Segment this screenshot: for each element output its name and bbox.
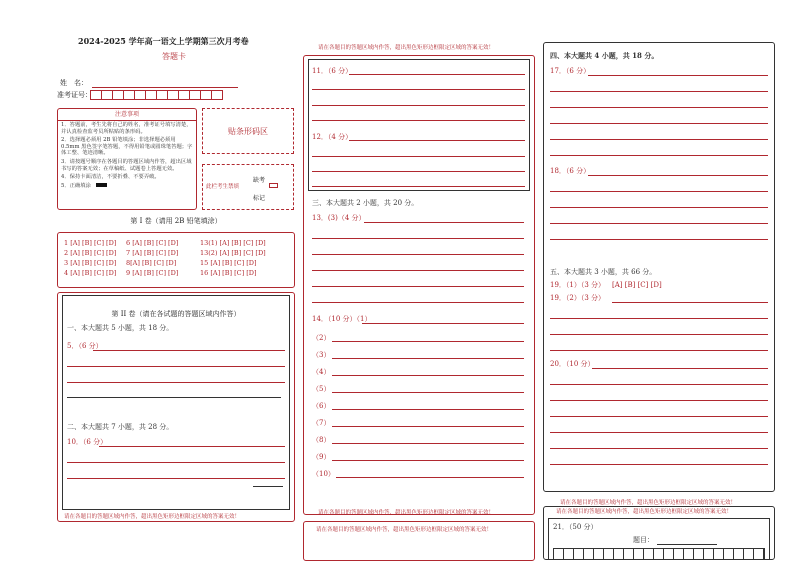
- answer-line[interactable]: [312, 302, 524, 303]
- choice-row[interactable]: 8[A] [B] [C] [D]: [126, 259, 177, 267]
- question-12-label: 12．（4 分）: [312, 133, 353, 141]
- answer-line[interactable]: [312, 89, 525, 90]
- middle-inner-box: [308, 59, 530, 191]
- choice-row[interactable]: 6 [A] [B] [C] [D]: [126, 239, 179, 247]
- answer-line[interactable]: [67, 478, 285, 479]
- answer-line[interactable]: [550, 384, 768, 385]
- answer-line[interactable]: [550, 464, 768, 465]
- question-14-sub-label: （4）: [312, 368, 331, 376]
- essay-inner-box: [548, 518, 770, 560]
- boundary-warning: 请在各题目的答题区域内作答，超出黑色矩形边框限定区域的答案无效！: [556, 509, 733, 515]
- part2-title: 第 II 卷（请在各试题的答题区域内作答）: [111, 310, 241, 318]
- section-2-heading: 二、本大题共 7 小题，共 28 分。: [67, 423, 174, 431]
- notice-item: 3．请按题号顺序在各题目的答题区域内作答，超出区域书写的答案无效；在草稿纸、试题卷上答题无效。: [61, 158, 192, 172]
- notice-item: 4．保持卡面清洁，不要折叠、不要弄破。: [61, 174, 160, 181]
- answer-line[interactable]: [67, 366, 285, 367]
- answer-line[interactable]: [332, 341, 524, 342]
- answer-line[interactable]: [312, 171, 525, 172]
- part1-choice-box: [57, 232, 295, 288]
- question-14-sub-label: （6）: [312, 402, 331, 410]
- answer-line[interactable]: [612, 302, 768, 303]
- answer-line[interactable]: [332, 392, 524, 393]
- answer-line[interactable]: [332, 358, 524, 359]
- answer-line[interactable]: [550, 416, 768, 417]
- question-14-sub-label: （5）: [312, 385, 331, 393]
- choice-row[interactable]: 7 [A] [B] [C] [D]: [126, 249, 179, 257]
- essay-topic-label: 题目：: [633, 536, 654, 544]
- answer-line[interactable]: [336, 477, 524, 478]
- answer-line[interactable]: [588, 175, 768, 176]
- choice-row[interactable]: 16 [A] [B] [C] [D]: [200, 269, 257, 277]
- question-19-2-label: 19．（2）（3 分）: [550, 294, 606, 302]
- choice-row[interactable]: 9 [A] [B] [C] [D]: [126, 269, 179, 277]
- boundary-warning: 请在各题目的答题区域内作答，超出黑色矩形边框限定区域的答案无效！: [560, 500, 737, 506]
- question-19-1-options[interactable]: [A] [B] [C] [D]: [612, 281, 662, 289]
- answer-line[interactable]: [93, 350, 285, 351]
- absent-box: [202, 164, 294, 210]
- answer-line[interactable]: [550, 207, 768, 208]
- choice-row[interactable]: 2 [A] [B] [C] [D]: [64, 249, 117, 257]
- essay-box: [543, 506, 775, 560]
- answer-line[interactable]: [592, 368, 768, 369]
- boundary-warning: 请在各题目的答题区域内作答，超出黑色矩形边框限定区域的答案无效！: [318, 45, 495, 51]
- answer-line[interactable]: [550, 155, 768, 156]
- choice-row[interactable]: 15 [A] [B] [C] [D]: [200, 259, 257, 267]
- question-17-label: 17．（6 分）: [550, 67, 591, 75]
- name-field[interactable]: [92, 87, 238, 88]
- question-19-1-label: 19．（1）（3 分）: [550, 281, 606, 289]
- choice-row[interactable]: 4 [A] [B] [C] [D]: [64, 269, 117, 277]
- question-13-label: 13．(3)（4 分）: [312, 214, 366, 222]
- answer-line[interactable]: [312, 105, 525, 106]
- question-20-label: 20．（10 分）: [550, 360, 595, 368]
- notice-title: 注意事项: [114, 111, 139, 118]
- answer-line[interactable]: [312, 186, 525, 187]
- essay-grid[interactable]: [553, 548, 765, 560]
- answer-line[interactable]: [362, 323, 524, 324]
- answer-line[interactable]: [550, 432, 768, 433]
- question-21-label: 21．（50 分）: [553, 523, 598, 531]
- choice-row[interactable]: 13(1) [A] [B] [C] [D]: [200, 239, 266, 247]
- answer-line[interactable]: [312, 238, 524, 239]
- answer-line[interactable]: [550, 91, 768, 92]
- question-14-sub-label: （8）: [312, 436, 331, 444]
- boundary-warning: 请在各题目的答题区域内作答，超出黑色矩形边框限定区域的答案无效！: [318, 510, 495, 516]
- answer-line[interactable]: [332, 375, 524, 376]
- answer-line[interactable]: [550, 191, 768, 192]
- answer-line[interactable]: [550, 139, 768, 140]
- answer-line[interactable]: [67, 397, 281, 398]
- choice-row[interactable]: 13(2) [A] [B] [C] [D]: [200, 249, 266, 257]
- section-1-heading: 一、本大题共 5 小题，共 18 分。: [67, 324, 174, 332]
- answer-line[interactable]: [550, 334, 768, 335]
- absent-note: 此栏考生禁填: [206, 184, 240, 190]
- notice-box: [57, 108, 197, 210]
- question-14-sub-label: （7）: [312, 419, 331, 427]
- question-14-sub-label: （2）: [312, 334, 331, 342]
- part1-title: 第 I 卷（请用 2B 铅笔填涂）: [130, 217, 222, 225]
- choice-row[interactable]: 1 [A] [B] [C] [D]: [64, 239, 117, 247]
- notice-item: 5．正确填涂: [61, 182, 91, 189]
- question-14-label: 14．（10 分）（1）: [312, 315, 372, 323]
- answer-line[interactable]: [550, 318, 768, 319]
- question-11-label: 11．（6 分）: [312, 67, 353, 75]
- answer-line[interactable]: [550, 123, 768, 124]
- answer-line[interactable]: [67, 462, 285, 463]
- barcode-label: 贴条形码区: [228, 127, 268, 136]
- answer-line[interactable]: [332, 443, 524, 444]
- section-4-heading: 四、本大题共 4 小题，共 18 分。: [550, 51, 659, 60]
- notice-item: 1．答题前，考生先将自己的姓名，准考证号填写清楚，并认真检查监考员所粘贴的条形码。: [61, 122, 192, 135]
- choice-row[interactable]: 3 [A] [B] [C] [D]: [64, 259, 117, 267]
- answer-card-subtitle: 答题卡: [162, 52, 186, 61]
- answer-line[interactable]: [99, 446, 285, 447]
- middle-answer-box: [303, 55, 535, 515]
- answer-line[interactable]: [312, 156, 525, 157]
- absent-checkbox[interactable]: [269, 183, 278, 188]
- part2-inner-box: [62, 295, 290, 510]
- question-14-sub-label: （3）: [312, 351, 331, 359]
- answer-line[interactable]: [312, 254, 524, 255]
- answer-line[interactable]: [364, 222, 524, 223]
- absent-mark-label: 缺考: [253, 177, 266, 184]
- student-id-grid[interactable]: [91, 90, 223, 100]
- answer-line[interactable]: [312, 120, 525, 121]
- answer-line[interactable]: [349, 140, 525, 141]
- right-answer-box: [543, 42, 775, 492]
- answer-line[interactable]: [550, 448, 768, 449]
- question-14-sub-label: （10）: [312, 470, 335, 478]
- answer-line[interactable]: [550, 223, 768, 224]
- answer-line[interactable]: [550, 350, 768, 351]
- answer-line[interactable]: [588, 75, 768, 76]
- answer-line[interactable]: [550, 400, 768, 401]
- question-18-label: 18．（6 分）: [550, 167, 591, 175]
- barcode-area: [202, 108, 294, 154]
- boundary-warning: 请在各题目的答题区域内作答，超出黑色矩形边框限定区域的答案无效！: [316, 527, 493, 533]
- answer-line[interactable]: [253, 486, 283, 487]
- answer-line[interactable]: [312, 286, 524, 287]
- middle-bottom-box: [303, 521, 535, 561]
- answer-line[interactable]: [332, 460, 524, 461]
- exam-title: 2024-2025 学年高一语文上学期第三次月考卷: [78, 36, 249, 46]
- name-label: 姓 名：: [60, 79, 88, 87]
- answer-line[interactable]: [312, 270, 524, 271]
- student-id-label: 准考证号：: [57, 91, 92, 99]
- answer-line[interactable]: [332, 426, 524, 427]
- section-3-heading: 三、本大题共 2 小题，共 20 分。: [312, 199, 419, 207]
- answer-line[interactable]: [349, 74, 525, 75]
- question-10-label: 10．（6 分）: [67, 438, 108, 446]
- section-5-heading: 五、本大题共 3 小题，共 66 分。: [550, 268, 657, 276]
- answer-line[interactable]: [550, 239, 768, 240]
- question-5-label: 5．（6 分）: [67, 342, 103, 350]
- answer-line[interactable]: [67, 382, 285, 383]
- absent-mark-label-2: 标记: [253, 195, 266, 202]
- filled-sample-mark: [96, 183, 107, 187]
- answer-line[interactable]: [332, 409, 524, 410]
- boundary-warning: 请在各题目的答题区域内作答，超出黑色矩形边框限定区域的答案无效！: [64, 514, 241, 520]
- notice-item: 2．选择题必须用 2B 铅笔填涂；非选择题必须用 0.5mm 黑色签字笔答题，不得用铅笔或圆珠笔答题；字体工整、笔迹清晰。: [61, 137, 193, 157]
- essay-topic-line[interactable]: [657, 544, 717, 545]
- answer-line[interactable]: [550, 107, 768, 108]
- question-14-sub-label: （9）: [312, 453, 331, 461]
